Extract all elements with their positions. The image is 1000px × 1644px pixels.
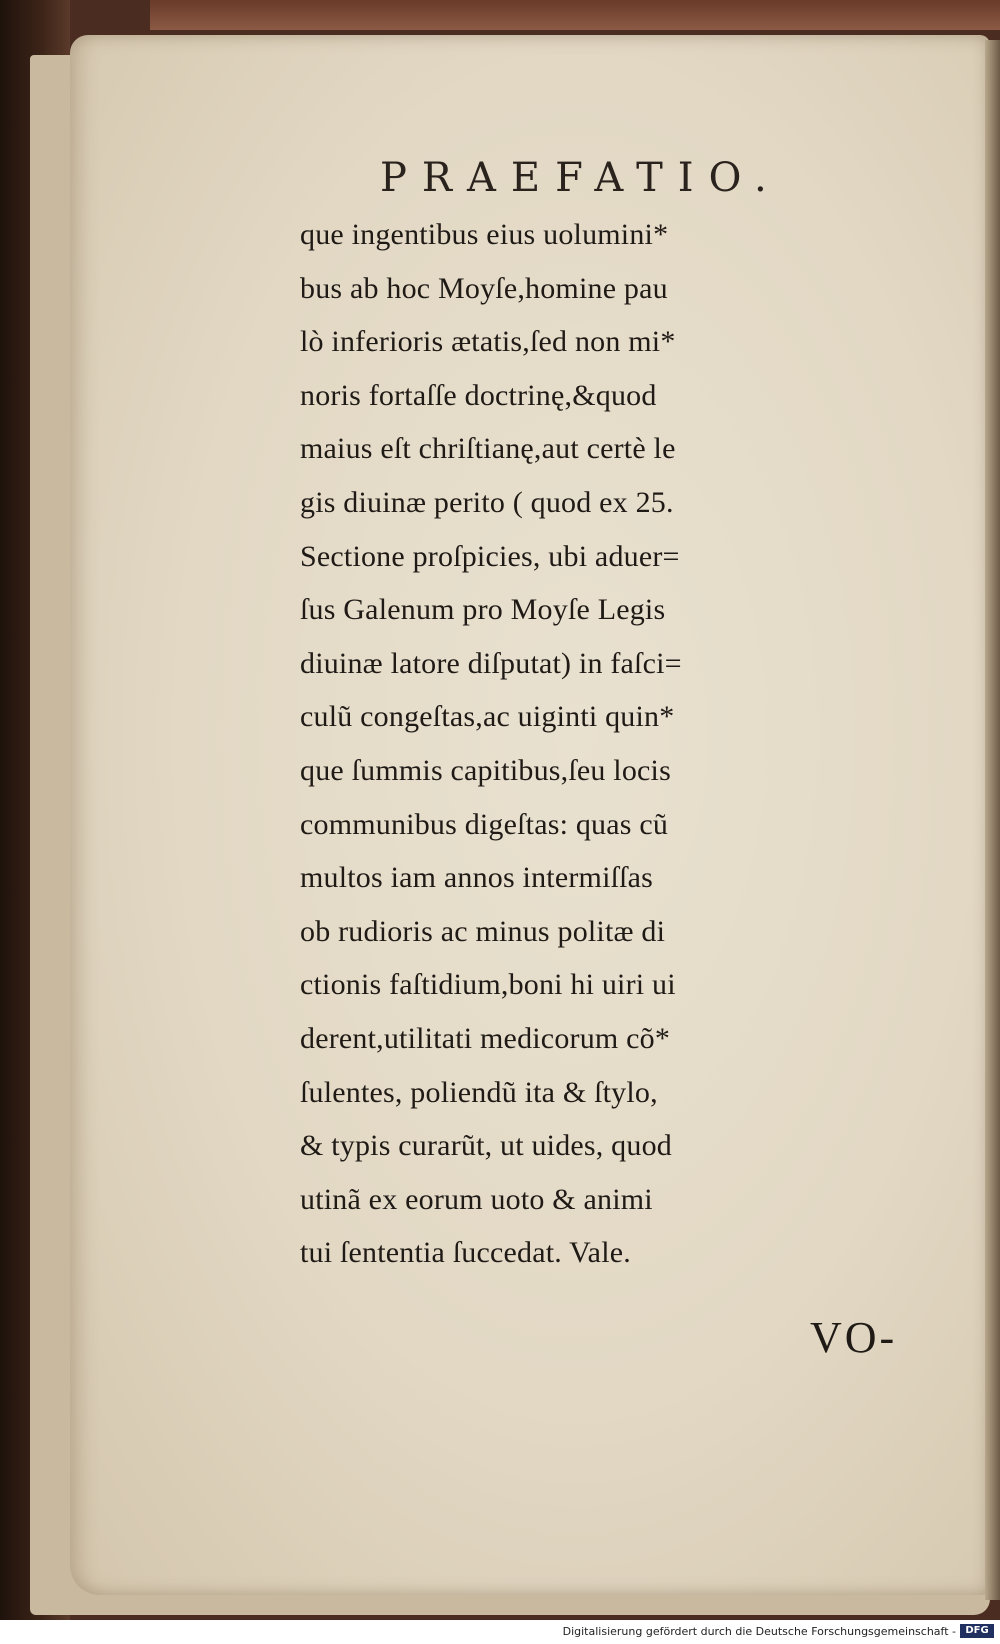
text-line: ſulentes, poliendũ ita & ſtylo, xyxy=(300,1075,658,1109)
text-line: derent,utilitati medicorum cõ* xyxy=(300,1021,671,1055)
text-line: communibus digeſtas: quas cũ xyxy=(300,807,669,841)
text-line: bus ab hoc Moyſe,homine pau xyxy=(300,271,668,305)
digitization-credit: Digitalisierung gefördert durch die Deutsche Forschungsgemeinschaft - xyxy=(562,1625,956,1638)
text-line: maius eſt chriſtianę,aut certè le xyxy=(300,432,676,466)
text-line: ob rudioris ac minus politæ di xyxy=(300,914,666,948)
text-line: Sectione proſpicies, ubi aduer= xyxy=(300,539,680,573)
running-header: PRAEFATIO. xyxy=(380,155,782,201)
text-line: ſus Galenum pro Moyſe Legis xyxy=(300,593,666,627)
catchword: VO- xyxy=(810,1313,898,1362)
text-line: tui ſententia ſuccedat. Vale. xyxy=(300,1236,631,1270)
page-fore-edge xyxy=(985,40,1000,1600)
text-line: multos iam annos intermiſſas xyxy=(300,861,654,895)
text-line: ctionis faſtidium,boni hi uiri ui xyxy=(300,968,676,1002)
text-line: utinã ex eorum uoto & animi xyxy=(300,1182,653,1216)
text-line: gis diuinæ perito ( quod ex 25. xyxy=(300,485,674,519)
text-line: diuinæ latore diſputat) in faſci= xyxy=(300,646,682,680)
dfg-logo: DFG xyxy=(960,1624,994,1638)
text-line: & typis curarũt, ut uides, quod xyxy=(300,1129,672,1163)
text-line: que ſummis capitibus,ſeu locis xyxy=(300,753,671,787)
text-line: noris fortaſſe doctrinę,&quod xyxy=(300,378,657,412)
body-text xyxy=(300,208,960,1280)
text-line: que ingentibus eius uolumini* xyxy=(300,218,669,251)
text-line: culũ congeſtas,ac uiginti quin* xyxy=(300,700,675,734)
book-top-edge xyxy=(150,0,1000,30)
text-line: lò inferioris ætatis,ſed non mi* xyxy=(300,325,676,359)
